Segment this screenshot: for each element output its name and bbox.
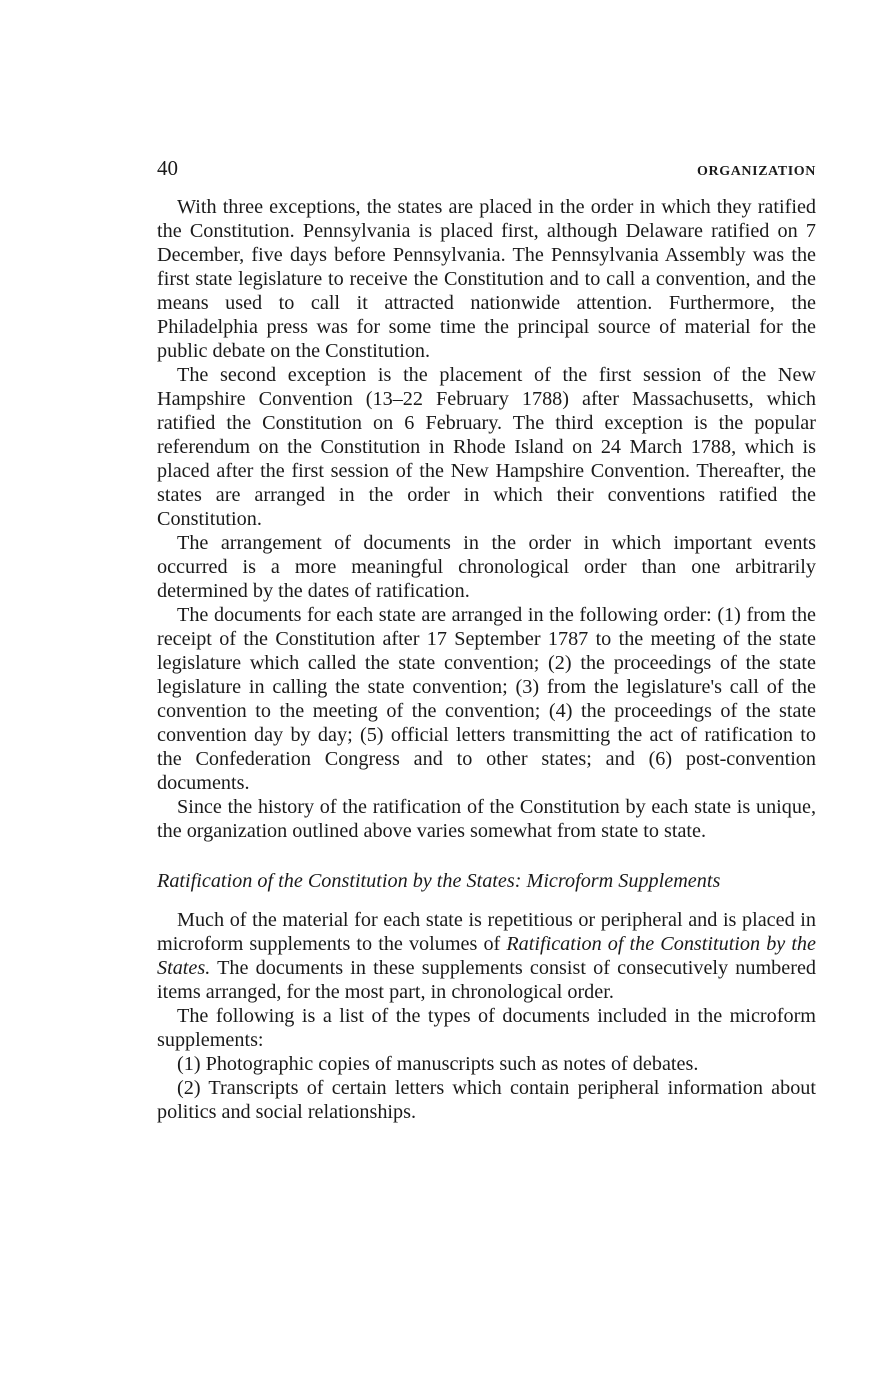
- section-heading: Ratification of the Constitution by the States: Microform Supplements: [157, 870, 721, 892]
- paragraph: The following is a list of the types of documents included in the microform supplements:: [157, 1005, 816, 1051]
- page-number: 40: [157, 156, 178, 180]
- running-head: [157, 156, 816, 181]
- paragraph: Since the history of the ratification of the Constitution by each state is unique, the organization outlined above varies somewhat from state to state.: [157, 796, 816, 842]
- list-item: (2) Transcripts of certain letters which contain peripheral information about politics and social relationships.: [157, 1077, 816, 1123]
- paragraph: With three exceptions, the states are placed in the order in which they ratified the Constitution. Pennsylvania is placed first, although Delaware ratified on 7 December, five days before Pennsylvania. The Pennsylvania Assembly was the first state legislature to receive the Constitution and to call a convention, and the means used to call it attracted nationwide attention. Furthermore, the Philadelphia press was for some time the principal source of material for the public debate on the Constitution.: [157, 196, 816, 362]
- paragraph: The documents for each state are arranged in the following order: (1) from the receipt of the Constitution after 17 September 1787 to the meeting of the state legislature which called the state convention; (2) the proceedings of the state legislature in calling the state convention; (3) from the legislature's call of the convention to the meeting of the convention; (4) the proceedings of the state convention day by day; (5) official letters transmitting the act of ratification to the Confederation Congress and to other states; and (6) post-convention documents.: [157, 604, 816, 794]
- running-title: ORGANIZATION: [697, 164, 816, 179]
- section-microform: [157, 908, 816, 1124]
- section-ordering: [157, 195, 816, 843]
- page: [157, 156, 816, 1124]
- italic-title: Ratification of the Constitution by the States.: [157, 933, 816, 979]
- paragraph: [157, 908, 816, 1004]
- text-run: Much of the material for each state is repetitious or peripheral and is placed in microform supplements to the volumes of: [157, 909, 816, 955]
- list-item: (1) Photographic copies of manuscripts such as notes of debates.: [177, 1053, 699, 1075]
- paragraph: The arrangement of documents in the order in which important events occurred is a more meaningful chronological order than one arbitrarily determined by the dates of ratification.: [157, 532, 816, 602]
- paragraph: The second exception is the placement of the first session of the New Hampshire Convention (13–22 February 1788) after Massachusetts, which ratified the Constitution on 6 February. The third exception is the popular referendum on the Constitution in Rhode Island on 24 March 1788, which is placed after the first session of the New Hampshire Convention. Thereafter, the states are arranged in the order in which their conventions ratified the Constitution.: [157, 364, 816, 530]
- text-run: The documents in these supplements consist of consecutively numbered items arranged, for the most part, in chronological order.: [157, 957, 816, 1003]
